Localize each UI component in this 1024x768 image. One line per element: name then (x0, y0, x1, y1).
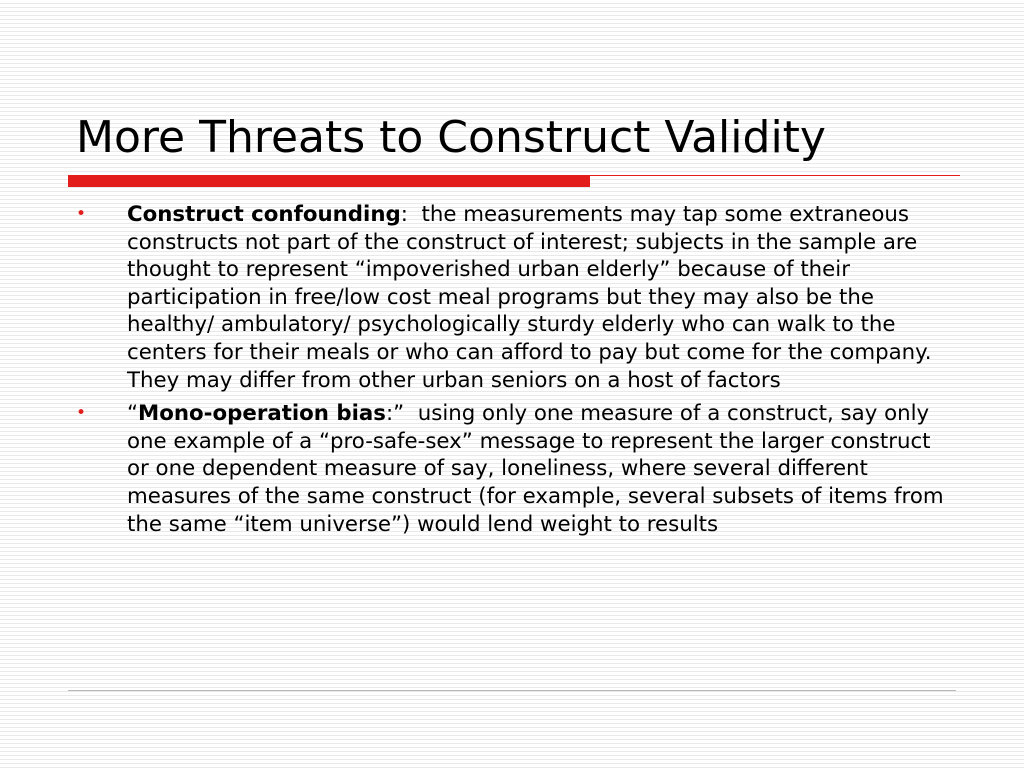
bullet-text (127, 400, 957, 538)
bullet-description: using only one measure of a construct, say only one example of a “pro-safe-sex” message to represent the larger construct or one dependent measure of say, loneliness, where several different measures of the same construct (for example, several subsets of items from the same “item universe”) would lend weight to results (127, 401, 951, 537)
footer-divider (68, 690, 956, 691)
bullet-term-punctuation: : (400, 202, 408, 227)
bullet-list (72, 201, 972, 544)
bullet-term: Mono-operation bias (138, 401, 386, 427)
bullet-term-punctuation: :” (385, 401, 405, 427)
bullet-dot-icon: • (76, 204, 87, 224)
bullet-open-quote: “ (127, 401, 139, 427)
bullet-construct-confounding (72, 201, 972, 394)
slide-title: More Threats to Construct Validity (76, 112, 826, 163)
bullet-mono-operation-bias (72, 400, 972, 538)
bullet-text (127, 201, 957, 394)
title-underline-line (590, 175, 960, 176)
bullet-dot-icon: • (76, 403, 87, 424)
bullet-term: Construct confounding (127, 202, 401, 227)
title-underline-accent (68, 175, 590, 187)
bullet-description: the measurements may tap some extraneous constructs not part of the construct of interest; subjects in the sample are thought to represent “impoverished urban elderly” because of their participation in free/low cost meal programs but they may also be the healthy/ ambulatory/ psychologically sturdy elderly who can walk to the centers for their meals or who can afford to pay but come for the company. They may differ from other urban seniors on a host of factors (127, 202, 946, 393)
